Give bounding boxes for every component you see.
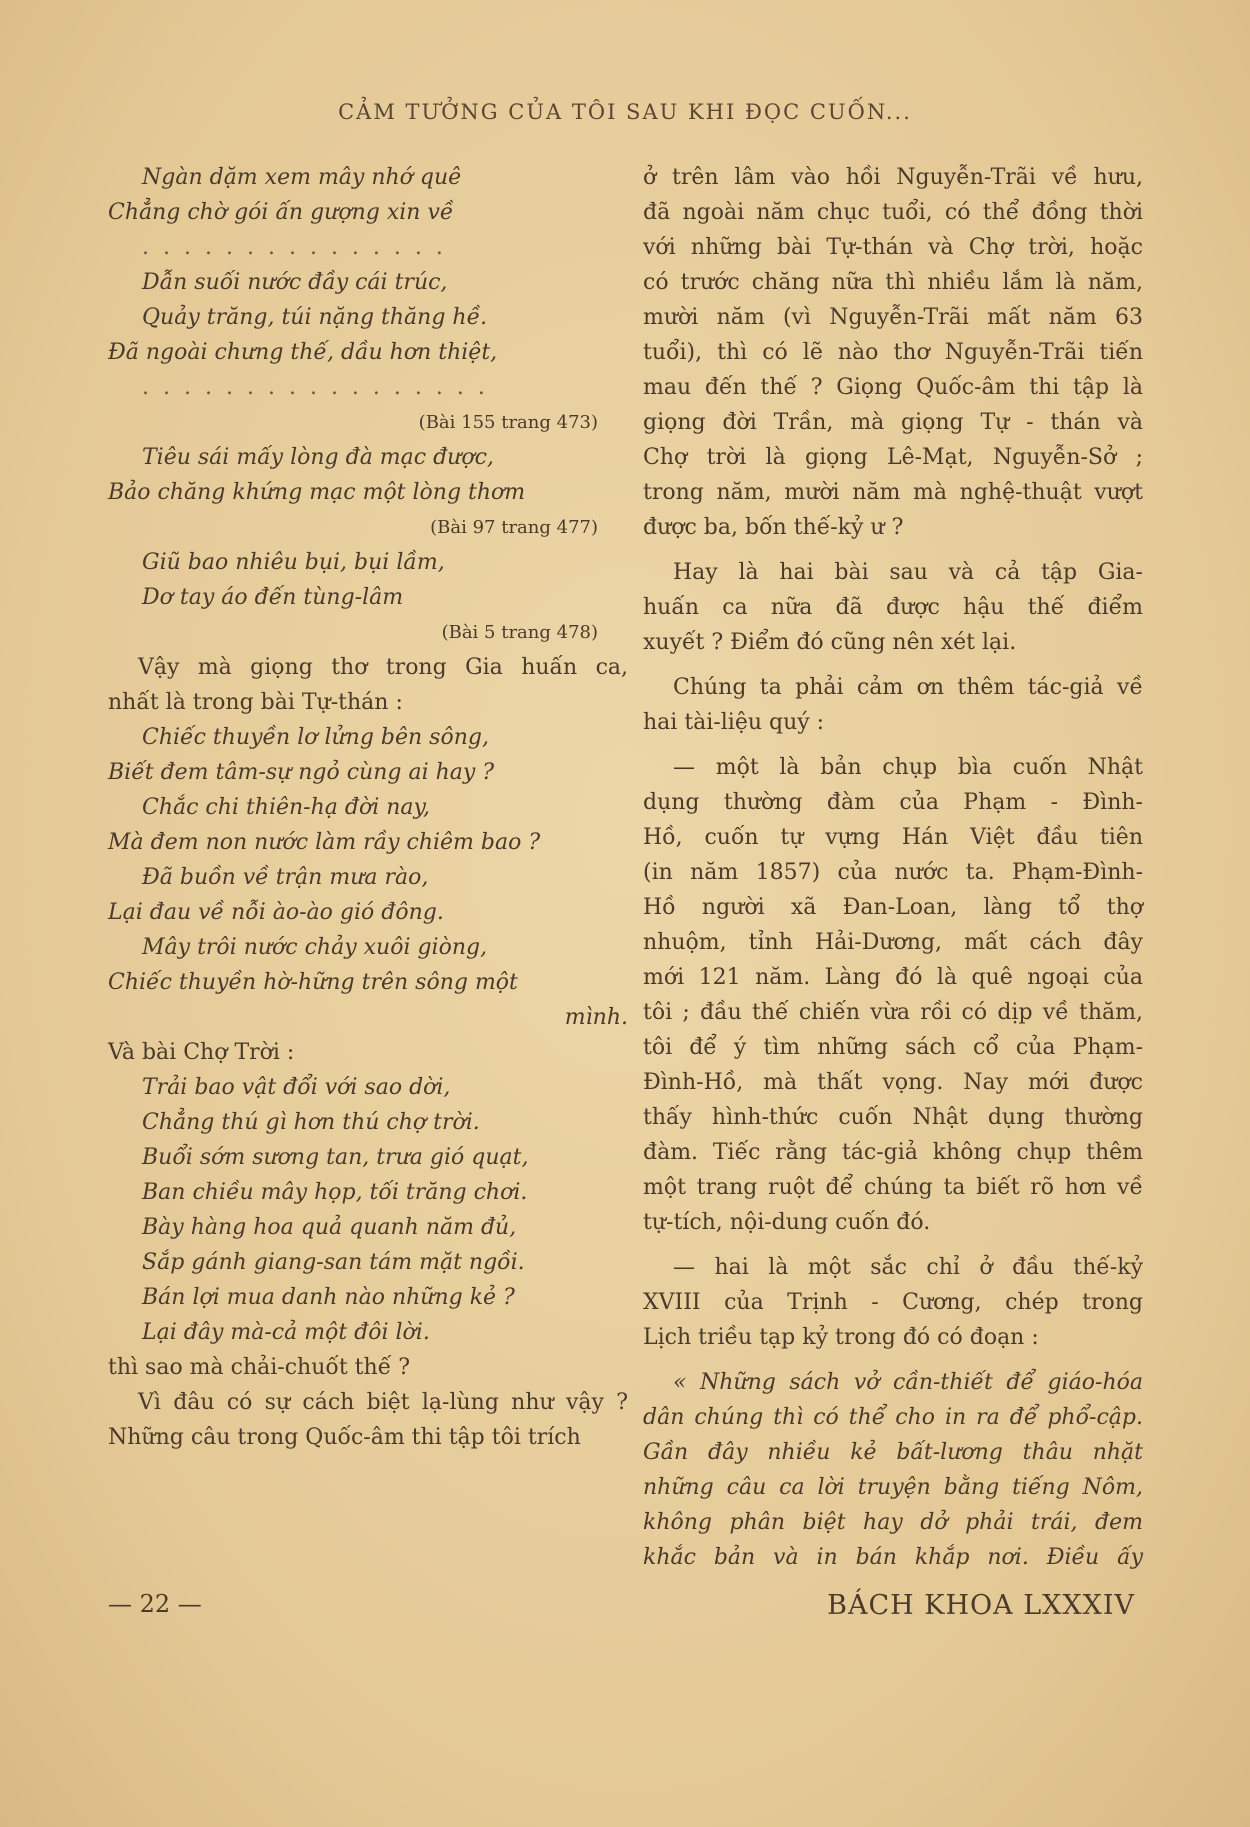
poem-line: Chiếc thuyền lơ lửng bên sông, <box>142 725 489 750</box>
ellipsis-line: ............... <box>142 235 457 260</box>
text-line: với những bài Tự-thán và Chợ trời, hoặc <box>643 235 1143 260</box>
poem-line: Dơ tay áo đến tùng-lâm <box>142 585 404 610</box>
text-line: — một là bản chụp bìa cuốn Nhật <box>673 755 1143 780</box>
text-line: Lịch triều tạp kỷ trong đó có đoạn : <box>643 1325 1039 1350</box>
text-line: khắc bản và in bán khắp nơi. Điều ấy <box>643 1545 1143 1570</box>
text-line: có trước chăng nữa thì nhiều lắm là năm, <box>643 270 1143 295</box>
text-line: xuyết ? Điểm đó cũng nên xét lại. <box>643 630 1017 655</box>
poem-line: Chẳng thú gì hơn thú chợ trời. <box>142 1110 480 1135</box>
text-line: XVIII của Trịnh - Cương, chép trong <box>643 1290 1143 1315</box>
poem-line: Sắp gánh giang-san tám mặt ngồi. <box>142 1250 525 1275</box>
paragraph-gap <box>643 1240 1143 1250</box>
poem-line: Mây trôi nước chảy xuôi giòng, <box>142 935 488 960</box>
text-line: dụng thường đàm của Phạm - Đình- <box>643 790 1143 815</box>
poem-line: Chẳng chờ gói ấn gượng xin về <box>108 200 454 225</box>
right-column <box>643 160 1143 1575</box>
page-number: — 22 — <box>108 1590 202 1618</box>
text-line: Hồ người xã Đan-Loan, làng tổ thợ <box>643 895 1143 920</box>
paragraph-gap <box>643 660 1143 670</box>
text-line: hai tài-liệu quý : <box>643 710 825 735</box>
citation: (Bài 5 trang 478) <box>441 622 598 643</box>
text-line: Hồ, cuốn tự vựng Hán Việt đầu tiên <box>643 825 1143 850</box>
poem-line: mình. <box>564 1005 628 1030</box>
poem-line: Bán lợi mua danh nào những kẻ ? <box>142 1285 515 1310</box>
text-line: (in năm 1857) của nước ta. Phạm-Đình- <box>643 860 1143 885</box>
text-line: trong năm, mười năm mà nghệ-thuật vượt <box>643 480 1143 505</box>
poem-line: Ngàn dặm xem mây nhớ quê <box>142 165 462 190</box>
text-line: Những câu trong Quốc-âm thi tập tôi trích <box>108 1425 581 1450</box>
text-line: Chợ trời là giọng Lê-Mạt, Nguyễn-Sở ; <box>643 445 1143 470</box>
poem-line: Bảo chăng khứng mạc một lòng thơm <box>108 480 526 505</box>
poem-line: Lại đây mà-cả một đôi lời. <box>142 1320 430 1345</box>
text-line: mới 121 năm. Làng đó là quê ngoại của <box>643 965 1143 990</box>
text-line: đã ngoài năm chục tuổi, có thể đồng thời <box>643 200 1143 225</box>
citation: (Bài 97 trang 477) <box>430 517 598 538</box>
text-line: một trang ruột để chúng ta biết rõ hơn về <box>643 1175 1143 1200</box>
text-line: nhất là trong bài Tự-thán : <box>108 690 403 715</box>
paragraph-gap <box>643 1355 1143 1365</box>
poem-line: Dẫn suối nước đầy cái trúc, <box>142 270 448 295</box>
paragraph-gap <box>643 545 1143 555</box>
text-line: được ba, bốn thế-kỷ ư ? <box>643 515 904 540</box>
poem-line: Đã ngoài chưng thế, dầu hơn thiệt, <box>108 340 498 365</box>
left-column <box>108 160 628 1455</box>
text-line: « Những sách vở cần-thiết để giáo-hóa <box>673 1370 1143 1395</box>
running-title: CẢM TƯỞNG CỦA TÔI SAU KHI ĐỌC CUỐN... <box>338 100 912 124</box>
text-line: Gần đây nhiều kẻ bất-lương thâu nhặt <box>643 1440 1143 1465</box>
poem-line: Chắc chi thiên-hạ đời nay, <box>142 795 431 820</box>
text-line: Đình-Hồ, mà thất vọng. Nay mới được <box>643 1070 1143 1095</box>
text-line: — hai là một sắc chỉ ở đầu thế-kỷ <box>673 1255 1143 1280</box>
text-line: huấn ca nữa đã được hậu thế điểm <box>643 595 1143 620</box>
poem-line: Trải bao vật đổi với sao dời, <box>142 1075 451 1100</box>
text-line: ở trên lâm vào hồi Nguyễn-Trãi về hưu, <box>643 165 1143 190</box>
text-line: mau đến thế ? Giọng Quốc-âm thi tập là <box>643 375 1143 400</box>
paragraph-gap <box>643 740 1143 750</box>
text-line: tôi để ý tìm những sách cổ của Phạm- <box>643 1035 1143 1060</box>
text-line: Vậy mà giọng thơ trong Gia huấn ca, <box>138 655 628 680</box>
ellipsis-line: ................. <box>142 375 499 400</box>
text-line: tuổi), thì có lẽ nào thơ Nguyễn-Trãi tiến <box>643 340 1143 365</box>
text-line: Và bài Chợ Trời : <box>108 1040 295 1065</box>
text-line: những câu ca lời truyện bằng tiếng Nôm, <box>643 1475 1143 1500</box>
text-line: nhuộm, tỉnh Hải-Dương, mất cách đây <box>643 930 1143 955</box>
text-line: Chúng ta phải cảm ơn thêm tác-giả về <box>673 675 1143 700</box>
poem-line: Quảy trăng, túi nặng thăng hề. <box>142 305 488 330</box>
text-line: dân chúng thì có thể cho in ra để phổ-cập. <box>643 1405 1143 1430</box>
poem-line: Lại đau về nỗi ào-ào gió đông. <box>108 900 444 925</box>
poem-line: Đã buồn về trận mưa rào, <box>142 865 429 890</box>
text-line: tôi ; đầu thế chiến vừa rồi có dịp về thăm, <box>643 1000 1143 1025</box>
text-line: giọng đời Trần, mà giọng Tự - thán và <box>643 410 1143 435</box>
citation: (Bài 155 trang 473) <box>418 412 598 433</box>
text-line: mười năm (vì Nguyễn-Trãi mất năm 63 <box>643 305 1143 330</box>
poem-line: Giũ bao nhiêu bụi, bụi lầm, <box>142 550 445 575</box>
poem-line: Ban chiều mây họp, tối trăng chơi. <box>142 1180 528 1205</box>
poem-line: Biết đem tâm-sự ngỏ cùng ai hay ? <box>108 760 495 785</box>
text-line: Hay là hai bài sau và cả tập Gia- <box>673 560 1143 585</box>
text-line: thấy hình-thức cuốn Nhật dụng thường <box>643 1105 1143 1130</box>
text-line: đàm. Tiếc rằng tác-giả không chụp thêm <box>643 1140 1143 1165</box>
text-line: thì sao mà chải-chuốt thế ? <box>108 1355 411 1380</box>
poem-line: Chiếc thuyền hờ-hững trên sông một <box>108 970 518 995</box>
poem-line: Buổi sớm sương tan, trưa gió quạt, <box>142 1145 529 1170</box>
poem-line: Bày hàng hoa quả quanh năm đủ, <box>142 1215 517 1240</box>
poem-line: Mà đem non nước làm rầy chiêm bao ? <box>108 830 541 855</box>
text-line: không phân biệt hay dở phải trái, đem <box>643 1510 1143 1535</box>
text-line: tự-tích, nội-dung cuốn đó. <box>643 1210 931 1235</box>
magazine-issue: BÁCH KHOA LXXXIV <box>827 1590 1135 1621</box>
text-line: Vì đâu có sự cách biệt lạ-lùng như vậy ? <box>138 1390 628 1415</box>
poem-line: Tiêu sái mấy lòng đà mạc được, <box>142 445 494 470</box>
